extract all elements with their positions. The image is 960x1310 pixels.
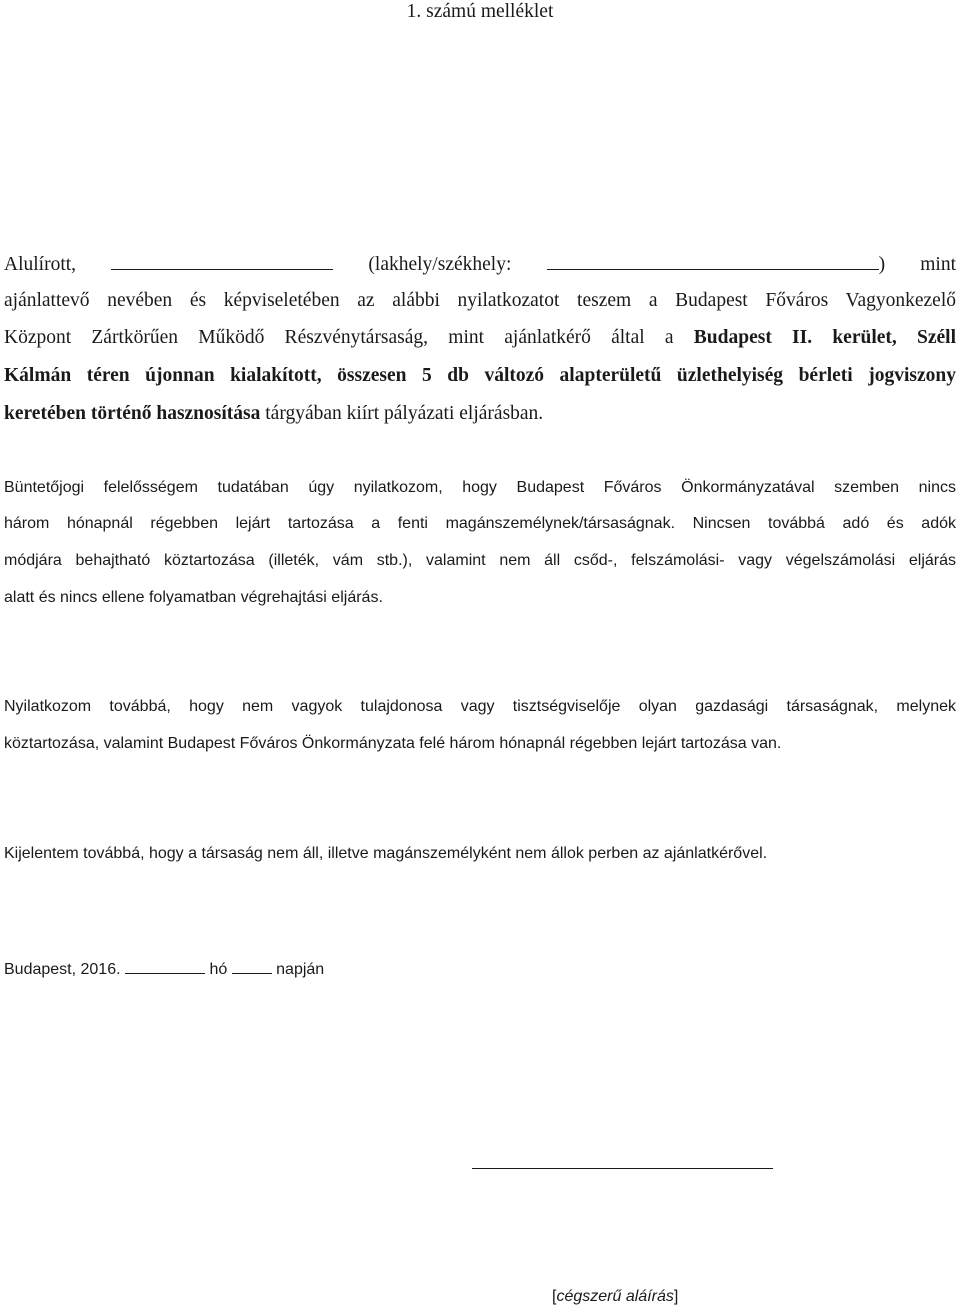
criminal-liability-line-4: alatt és nincs ellene folyamatban végrehajtási eljárás. (4, 589, 383, 606)
declaration-line-4-bold: Kálmán téren újonnan kialakított, összesen 5 db változó alapterületű üzlethelyiség bérleti jogviszony (4, 365, 956, 386)
signature-label: [cégszerű aláírás] (552, 1288, 679, 1305)
criminal-liability-line-2: három hónapnál régebben lejárt tartozása a fenti magánszemélynek/társaságnak. Nincsen továbbá adó és adók (4, 515, 956, 532)
conflict-statement: Kijelentem továbbá, hogy a társaság nem áll, illetve magánszemélyként nem állok perben az ajánlatkérővel. (4, 845, 768, 862)
date-prefix: Budapest, 2016. (4, 961, 121, 978)
declaration-line-5-bold: keretében történő hasznosítása (4, 403, 261, 424)
declaration-line-5-normal: tárgyában kiírt pályázati eljárásban. (265, 403, 544, 424)
declarant-label: Alulírott, (4, 254, 77, 275)
seat-address-blank[interactable] (547, 251, 879, 270)
declaration-line-3-bold: Budapest II. kerület, Széll (693, 327, 956, 348)
ownership-line-1: Nyilatkozom továbbá, hogy nem vagyok tulajdonosa vagy tisztségviselője olyan gazdasági társaságnak, melynek (4, 698, 956, 715)
day-blank[interactable] (232, 955, 272, 974)
criminal-liability-line-3: módjára behajtható köztartozása (illeték, vám stb.), valamint nem áll csőd-, felszámolási- vagy végelszámolási eljárás (4, 552, 956, 569)
ownership-line-2: köztartozása, valamint Budapest Főváros Önkormányzata felé három hónapnál régebben lejárt tartozása van. (4, 735, 782, 752)
month-blank[interactable] (125, 955, 205, 974)
signature-label-text: cégszerű aláírás (556, 1288, 674, 1305)
annex-title: 1. számú melléklet (406, 1, 554, 22)
declaration-line-2: ajánlattevő nevében és képviseletében az alábbi nyilatkozatot teszem a Budapest Főváros Vagyonkezelő (4, 290, 956, 311)
date-line (4, 955, 956, 979)
declaration-line-4 (4, 365, 956, 387)
seat-label: (lakhely/székhely: (368, 254, 512, 275)
signature-line[interactable] (472, 1168, 773, 1169)
declarant-name-blank[interactable] (111, 251, 333, 270)
declaration-line-3-normal: Központ Zártkörűen Működő Részvénytársaság, mint ajánlatkérő által a (4, 327, 674, 348)
criminal-liability-line-1: Büntetőjogi felelősségem tudatában úgy nyilatkozom, hogy Budapest Főváros Önkormányzatával szemben nincs (4, 479, 956, 496)
declaration-line-1 (4, 251, 956, 276)
day-word: napján (276, 961, 325, 978)
declaration-line-5 (4, 403, 956, 425)
declaration-line-3 (4, 327, 956, 349)
declarant-role-text: ) mint (878, 254, 956, 275)
month-word: hó (209, 961, 228, 978)
